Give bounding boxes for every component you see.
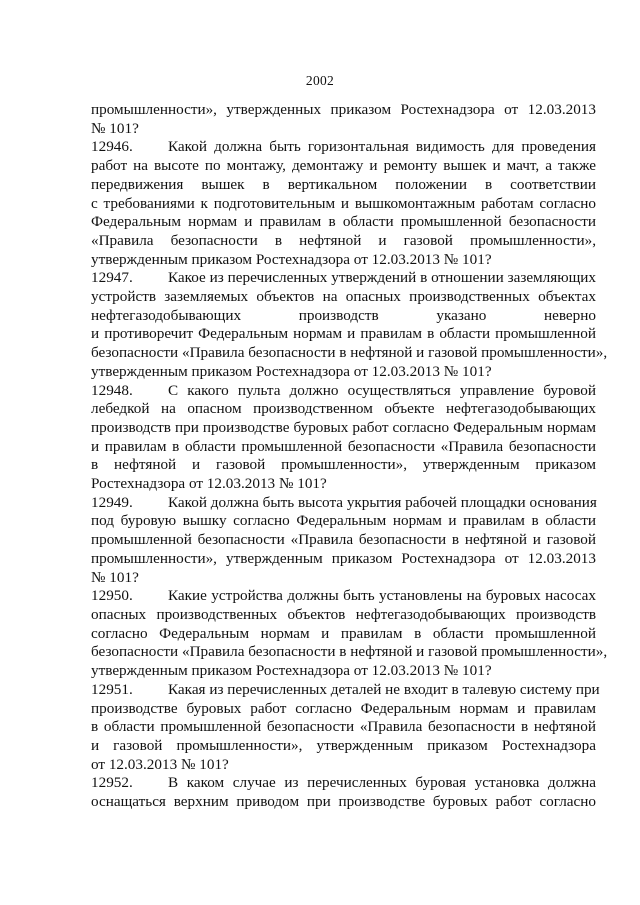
- text-line: устройств заземляемых объектов на опасных производственных объектах: [91, 288, 596, 306]
- question-first-line: [91, 587, 596, 606]
- question-number: 12949.: [91, 493, 133, 511]
- question-number: 12946.: [91, 138, 133, 156]
- text-line: утвержденным приказом Ростехнадзора от 12.03.2013 № 101?: [91, 662, 492, 680]
- question-12948: [91, 382, 596, 494]
- text-line: промышленной безопасности «Правила безопасности в нефтяной и газовой: [91, 531, 596, 549]
- text-line: утвержденным приказом Ростехнадзора от 12.03.2013 № 101?: [91, 250, 492, 268]
- text-line: № 101?: [91, 568, 139, 586]
- question-text: Какой должна быть высота укрытия рабочей площадки основания: [168, 493, 597, 511]
- question-first-line: [91, 774, 596, 793]
- page-number: 2002: [305, 73, 335, 88]
- text-line: Федеральным нормам и правилам в области промышленной безопасности: [91, 213, 596, 231]
- text-line: и газовой промышленности», утвержденным приказом Ростехнадзора: [91, 736, 596, 754]
- question-number: 12951.: [91, 680, 133, 698]
- question-12950: [91, 587, 608, 681]
- text-line: безопасности «Правила безопасности в нефтяной и газовой промышленности»,: [91, 344, 608, 362]
- question-text: С какого пульта должно осуществляться управление буровой: [168, 381, 596, 399]
- text-line: промышленности», утвержденным приказом Ростехнадзора от 12.03.2013: [91, 549, 596, 567]
- text-line: опасных производственных объектов нефтегазодобывающих производств: [91, 605, 596, 623]
- question-12949: [91, 494, 596, 588]
- text-line: от 12.03.2013 № 101?: [91, 755, 229, 773]
- question-number: 12948.: [91, 381, 133, 399]
- text-line: промышленности», утвержденных приказом Ростехнадзора от 12.03.2013: [91, 101, 596, 118]
- text-line: производств при производстве буровых работ согласно Федеральным нормам: [91, 418, 596, 436]
- text-line: передвижения вышек в вертикальном положении в соответствии: [91, 175, 596, 193]
- text-line: утвержденным приказом Ростехнадзора от 12.03.2013 № 101?: [91, 362, 492, 380]
- text-line: «Правила безопасности в нефтяной и газовой промышленности»,: [91, 231, 596, 249]
- question-first-line: [91, 382, 596, 401]
- text-line: № 101?: [91, 119, 139, 137]
- question-number: 12950.: [91, 587, 133, 605]
- question-text: Какая из перечисленных деталей не входит в талевую систему при: [168, 680, 600, 698]
- document-body: [91, 101, 608, 812]
- continuation-paragraph: [91, 101, 596, 138]
- text-line: под буровую вышку согласно Федеральным нормам и правилам в области: [91, 512, 596, 530]
- question-text: Какие устройства должны быть установлены на буровых насосах: [168, 587, 596, 605]
- question-12952: [91, 774, 596, 811]
- text-line: лебедкой на опасном производственном объекте нефтегазодобывающих: [91, 400, 596, 418]
- question-12946: [91, 138, 596, 269]
- text-line: с требованиями к подготовительным и вышкомонтажным работам согласно: [91, 194, 596, 212]
- question-text: В каком случае из перечисленных буровая установка должна: [168, 774, 596, 792]
- question-number: 12947.: [91, 269, 133, 287]
- text-line: оснащаться верхним приводом при производстве буровых работ согласно: [91, 793, 596, 811]
- question-first-line: [91, 138, 596, 157]
- question-first-line: [91, 680, 600, 700]
- text-line: согласно Федеральным нормам и правилам в области промышленной: [91, 624, 596, 642]
- text-line: в области промышленной безопасности «Правила безопасности в нефтяной: [91, 718, 596, 736]
- question-number: 12952.: [91, 774, 133, 792]
- text-line: работ на высоте по монтажу, демонтажу и ремонту вышек и мачт, а также: [91, 157, 596, 175]
- question-text: Какое из перечисленных утверждений в отношении заземляющих: [168, 269, 596, 287]
- text-line: и правилам в области промышленной безопасности «Правила безопасности: [91, 437, 596, 455]
- question-12951: [91, 680, 600, 775]
- question-12947: [91, 269, 608, 381]
- question-first-line: [91, 269, 596, 288]
- text-line: нефтегазодобывающих производств указано неверно: [91, 306, 596, 324]
- text-line: Ростехнадзора от 12.03.2013 № 101?: [91, 475, 327, 493]
- text-line: в нефтяной и газовой промышленности», утвержденным приказом: [91, 456, 596, 474]
- question-text: Какой должна быть горизонтальная видимость для проведения: [168, 138, 596, 156]
- text-line: безопасности «Правила безопасности в нефтяной и газовой промышленности»,: [91, 643, 608, 661]
- question-first-line: [91, 494, 596, 513]
- text-line: и противоречит Федеральным нормам и правилам в области промышленной: [91, 325, 596, 343]
- text-line: производстве буровых работ согласно Федеральным нормам и правилам: [91, 699, 596, 717]
